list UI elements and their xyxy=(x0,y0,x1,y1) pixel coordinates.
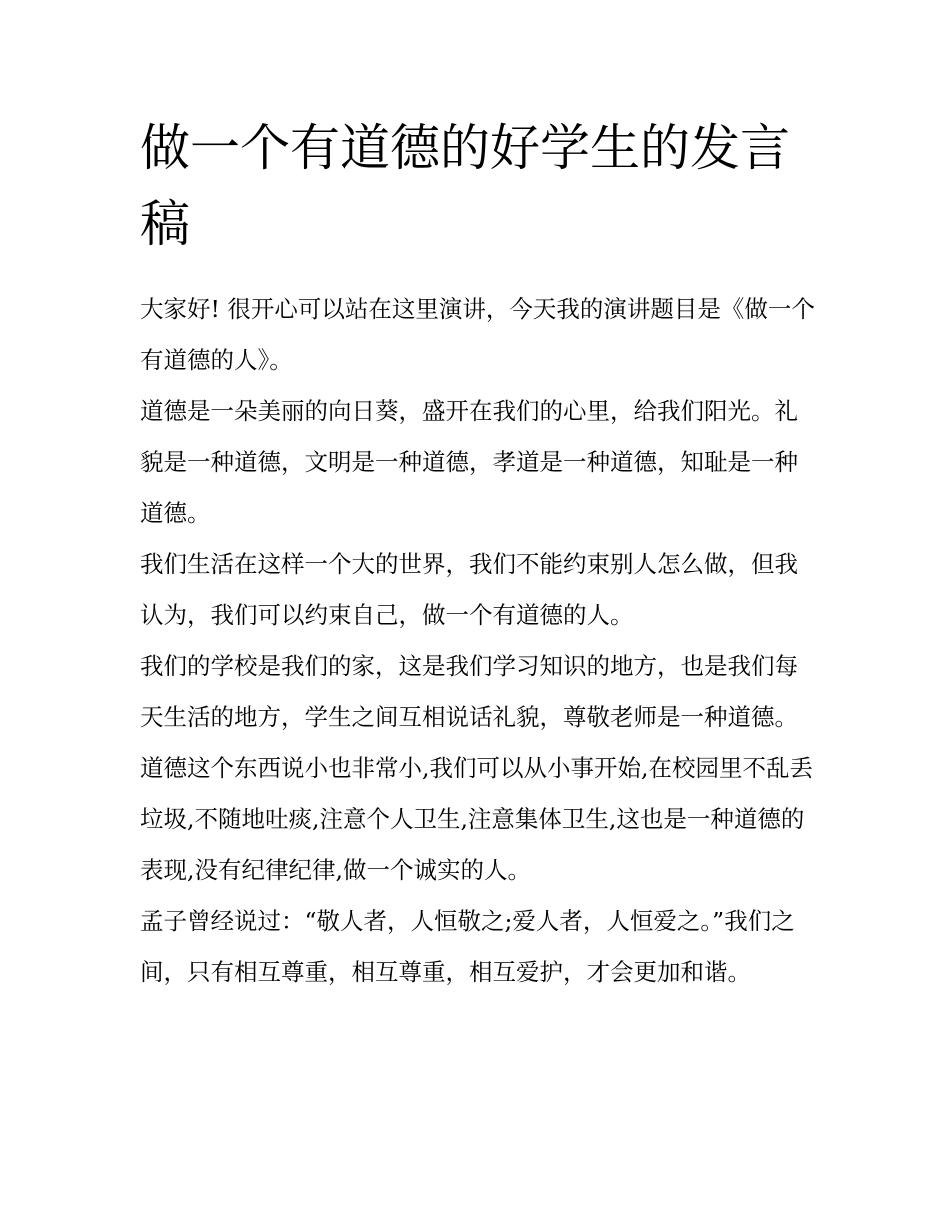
paragraph-school-home: 我们的学校是我们的家，这是我们学习知识的地方，也是我们每天生活的地方，学生之间互相说话礼貌，尊敬老师是一种道德。 xyxy=(140,652,798,731)
paragraph-mencius-quote: 孟子曾经说过：“敬人者，人恒敬之;爱人者，人恒爱之。”我们之间，只有相互尊重，相互尊重，相互爱护，才会更加和谐。 xyxy=(140,907,795,986)
document-page xyxy=(140,110,815,998)
paragraph-small-things: 道德这个东西说小也非常小,我们可以从小事开始,在校园里不乱丢垃圾,不随地吐痰,注意个人卫生,注意集体卫生,这也是一种道德的表现,没有纪律纪律,做一个诚实的人。 xyxy=(140,754,813,884)
paragraph-morality-sunflower: 道德是一朵美丽的向日葵，盛开在我们的心里，给我们阳光。礼貌是一种道德，文明是一种道德，孝道是一种道德，知耻是一种道德。 xyxy=(140,397,798,527)
document-title: 做一个有道德的好学生的发言稿 xyxy=(140,119,790,253)
paragraph-greeting: 大家好! 很开心可以站在这里演讲，今天我的演讲题目是《做一个有道德的人》。 xyxy=(140,295,815,374)
paragraph-self-discipline: 我们生活在这样一个大的世界，我们不能约束别人怎么做，但我认为，我们可以约束自己，做一个有道德的人。 xyxy=(140,550,798,629)
